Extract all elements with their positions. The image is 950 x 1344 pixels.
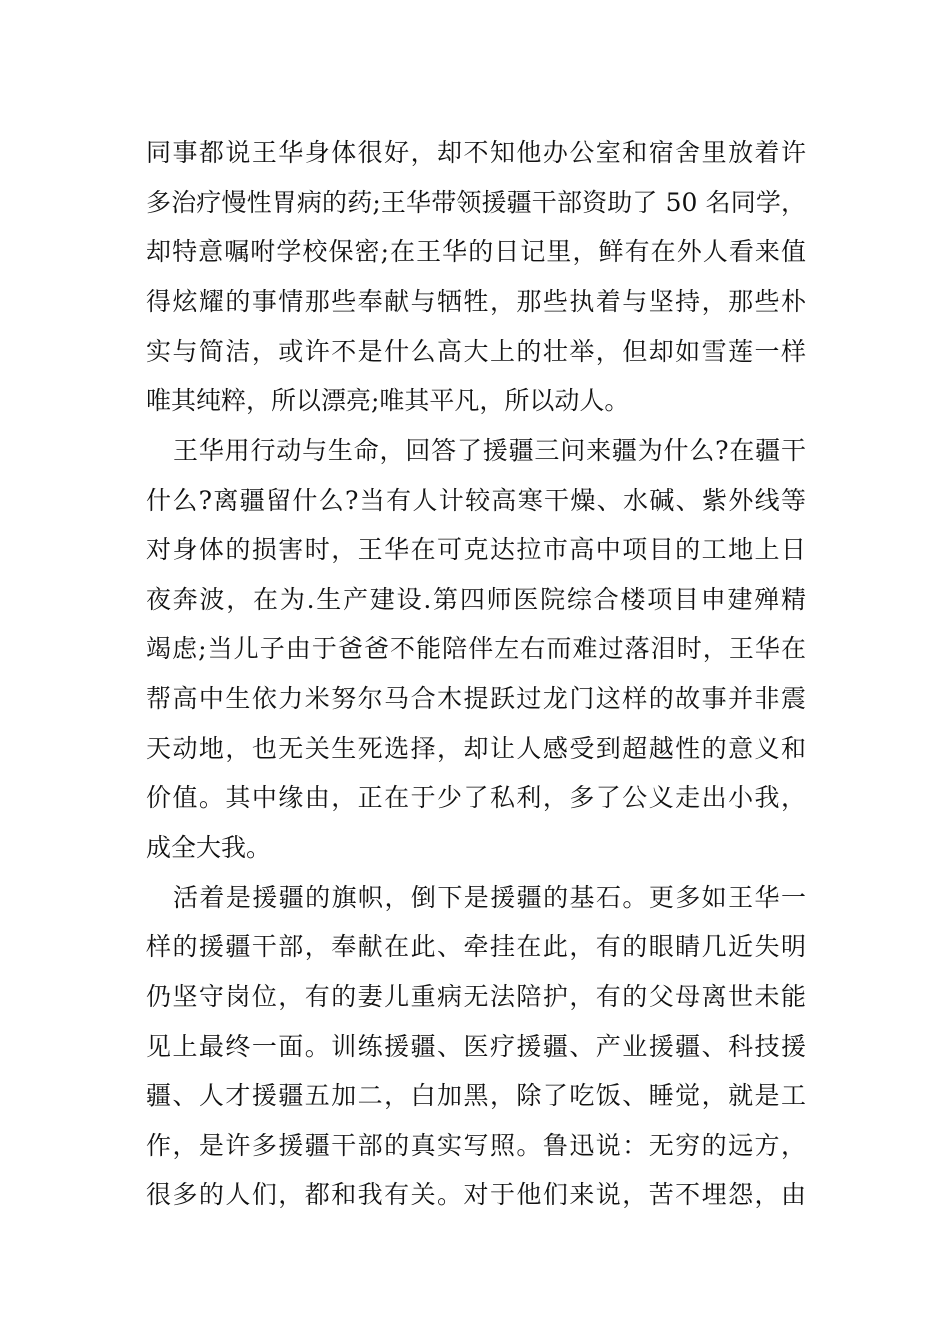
- text-line: 对身体的损害时，王华在可克达拉市高中项目的工地上日: [146, 535, 806, 564]
- text-line: 夜奔波，在为.生产建设.第四师医院综合楼项目申建殚精: [146, 585, 806, 614]
- text-line: 天动地，也无关生死选择，却让人感受到超越性的意义和: [146, 734, 806, 763]
- text-line: 疆、人才援疆五加二，白加黑，除了吃饭、睡觉，就是工: [146, 1081, 806, 1110]
- text-line: 却特意嘱咐学校保密;在王华的日记里，鲜有在外人看来值: [146, 237, 806, 266]
- text-line: 样的援疆干部，奉献在此、牵挂在此，有的眼睛几近失明: [146, 932, 806, 961]
- text-line: 作，是许多援疆干部的真实写照。鲁迅说：无穷的远方，: [146, 1131, 806, 1160]
- text-line: 竭虑;当儿子由于爸爸不能陪伴左右而难过落泪时，王华在: [146, 634, 806, 663]
- text-line: 帮高中生依力米努尔马合木提跃过龙门这样的故事并非震: [146, 684, 806, 713]
- text-line: 成全大我。: [146, 833, 272, 862]
- text-line: 价值。其中缘由，正在于少了私利，多了公义走出小我，: [146, 783, 806, 812]
- text-line: 实与简洁，或许不是什么高大上的壮举，但却如雪莲一样: [146, 337, 806, 366]
- text-line: 仍坚守岗位，有的妻儿重病无法陪护，有的父母离世未能: [146, 982, 806, 1011]
- text-line: 同事都说王华身体很好，却不知他办公室和宿舍里放着许: [146, 138, 806, 167]
- text-line: 什么?离疆留什么?当有人计较高寒干燥、水碱、紫外线等: [146, 486, 806, 515]
- text-line: 多治疗慢性胃病的药;王华带领援疆干部资助了 50 名同学，: [146, 188, 806, 217]
- text-line: 得炫耀的事情那些奉献与牺牲，那些执着与坚持，那些朴: [146, 287, 806, 316]
- text-line: 活着是援疆的旗帜，倒下是援疆的基石。更多如王华一: [173, 883, 806, 912]
- text-line: 王华用行动与生命，回答了援疆三问来疆为什么?在疆干: [173, 436, 806, 465]
- text-line: 见上最终一面。训练援疆、医疗援疆、产业援疆、科技援: [146, 1032, 806, 1061]
- text-line: 唯其纯粹，所以漂亮;唯其平凡，所以动人。: [146, 386, 630, 415]
- text-line: 很多的人们，都和我有关。对于他们来说，苦不埋怨，由: [146, 1180, 806, 1209]
